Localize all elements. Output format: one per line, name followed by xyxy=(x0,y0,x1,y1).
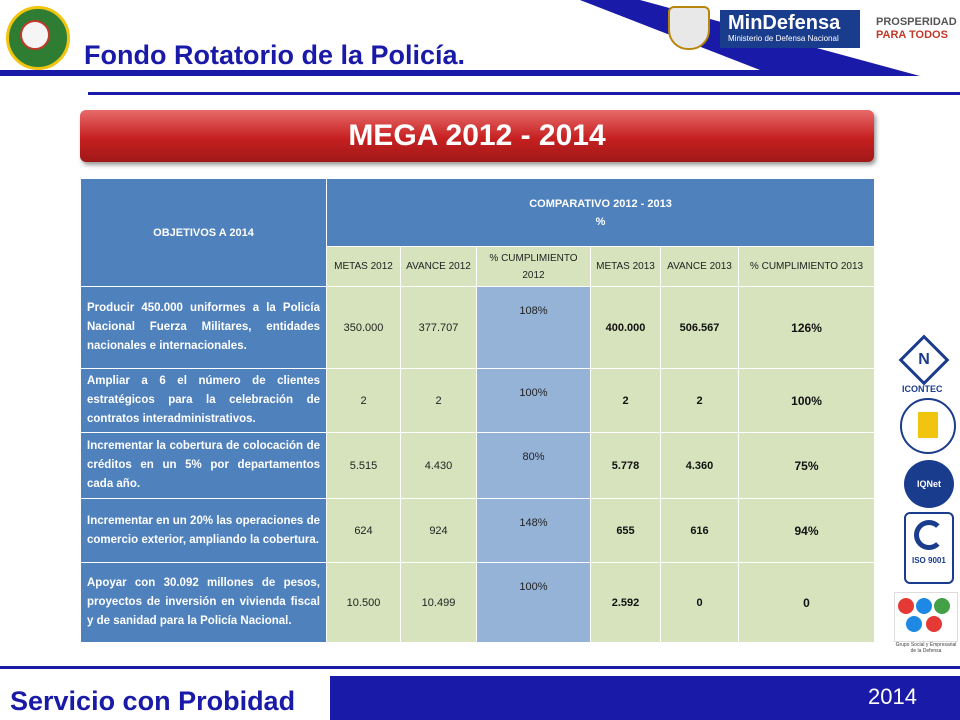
mindefensa-subtitle: Ministerio de Defensa Nacional xyxy=(728,34,839,43)
icontec-n-icon: N xyxy=(899,335,950,386)
gse-caption: Grupo Social y Empresarial de la Defensa xyxy=(895,642,957,654)
iso-c-icon xyxy=(914,520,944,550)
metas-2013-cell: 400.000 xyxy=(591,287,661,369)
cumplimiento-2012-cell: 100% xyxy=(477,563,591,643)
cumplimiento-2012-cell: 108% xyxy=(477,287,591,369)
prosperidad-line2: PARA TODOS xyxy=(876,29,948,41)
metas-2012-cell: 10.500 xyxy=(327,563,401,643)
metas-2013-cell: 2.592 xyxy=(591,563,661,643)
metas-2012-cell: 624 xyxy=(327,499,401,563)
icontec-label: ICONTEC xyxy=(902,384,943,394)
mindefensa-logo xyxy=(720,10,860,48)
objetivo-cell: Producir 450.000 uniformes a la Policía Nacional Fuerza Militares, entidades nacionales e internacionales. xyxy=(81,287,327,369)
iso-label: ISO 9001 xyxy=(912,556,946,565)
objetivo-cell: Incrementar la cobertura de colocación de créditos en un 5% por departamentos cada año. xyxy=(81,433,327,499)
police-seal-center-icon xyxy=(20,20,50,50)
metas-2013-cell: 655 xyxy=(591,499,661,563)
header-divider xyxy=(88,92,960,95)
cumplimiento-2012-cell: 100% xyxy=(477,369,591,433)
page-title: Fondo Rotatorio de la Policía. xyxy=(84,40,466,70)
table-row xyxy=(81,499,875,563)
subheader-metas-2013: METAS 2013 xyxy=(591,247,661,287)
cumplimiento-2012-cell: 148% xyxy=(477,499,591,563)
header-comparativo-line1: COMPARATIVO 2012 - 2013 xyxy=(529,197,672,210)
header-comparativo-line2: % xyxy=(595,215,606,228)
cumplimiento-2013-cell: 75% xyxy=(739,433,875,499)
subheader-cumplimiento-2013: % CUMPLIMIENTO 2013 xyxy=(739,247,875,287)
metas-2013-cell: 5.778 xyxy=(591,433,661,499)
prosperidad-line1: PROSPERIDAD xyxy=(876,16,957,28)
header-objetivos: OBJETIVOS A 2014 xyxy=(81,179,327,287)
subheader-avance-2013: AVANCE 2013 xyxy=(661,247,739,287)
avance-2013-cell: 616 xyxy=(661,499,739,563)
certification-map-icon xyxy=(918,412,938,438)
avance-2012-cell: 924 xyxy=(401,499,477,563)
colombia-shield-logo xyxy=(668,6,710,50)
header-comparativo xyxy=(327,179,875,247)
avance-2013-cell: 506.567 xyxy=(661,287,739,369)
metas-2012-cell: 2 xyxy=(327,369,401,433)
table-row xyxy=(81,563,875,643)
cumplimiento-2013-cell: 100% xyxy=(739,369,875,433)
iqnet-logo: IQNet xyxy=(904,460,954,508)
metas-2012-cell: 5.515 xyxy=(327,433,401,499)
table-row xyxy=(81,433,875,499)
avance-2013-cell: 4.360 xyxy=(661,433,739,499)
mega-banner: MEGA 2012 - 2014 xyxy=(80,110,874,162)
avance-2013-cell: 2 xyxy=(661,369,739,433)
avance-2012-cell: 2 xyxy=(401,369,477,433)
subheader-metas-2012: METAS 2012 xyxy=(327,247,401,287)
table-row xyxy=(81,287,875,369)
metas-2013-cell: 2 xyxy=(591,369,661,433)
objectives-table xyxy=(80,178,875,643)
objetivo-cell: Ampliar a 6 el número de clientes estratégicos para la celebración de contratos interadministrativos. xyxy=(81,369,327,433)
subheader-cumplimiento-2012: % CUMPLIMIENTO 2012 xyxy=(477,247,591,287)
footer-divider xyxy=(0,666,960,669)
objetivo-cell: Incrementar en un 20% las operaciones de comercio exterior, ampliando la cobertura. xyxy=(81,499,327,563)
cumplimiento-2013-cell: 0 xyxy=(739,563,875,643)
gse-figure-icon xyxy=(916,598,932,614)
avance-2013-cell: 0 xyxy=(661,563,739,643)
footer-motto: Servicio con Probidad xyxy=(10,686,296,716)
table-row xyxy=(81,369,875,433)
objetivo-cell: Apoyar con 30.092 millones de pesos, proyectos de inversión en vivienda fiscal y de sanidad para la Policía Nacional. xyxy=(81,563,327,643)
metas-2012-cell: 350.000 xyxy=(327,287,401,369)
mindefensa-name: MinDefensa xyxy=(728,12,841,34)
subheader-avance-2012: AVANCE 2012 xyxy=(401,247,477,287)
avance-2012-cell: 4.430 xyxy=(401,433,477,499)
avance-2012-cell: 377.707 xyxy=(401,287,477,369)
gse-figure-icon xyxy=(934,598,950,614)
gse-figure-icon xyxy=(906,616,922,632)
cumplimiento-2012-cell: 80% xyxy=(477,433,591,499)
cumplimiento-2013-cell: 126% xyxy=(739,287,875,369)
avance-2012-cell: 10.499 xyxy=(401,563,477,643)
cumplimiento-2013-cell: 94% xyxy=(739,499,875,563)
gse-figure-icon xyxy=(898,598,914,614)
footer-year: 2014 xyxy=(868,684,917,709)
prosperidad-logo xyxy=(876,16,957,42)
gse-figure-icon xyxy=(926,616,942,632)
